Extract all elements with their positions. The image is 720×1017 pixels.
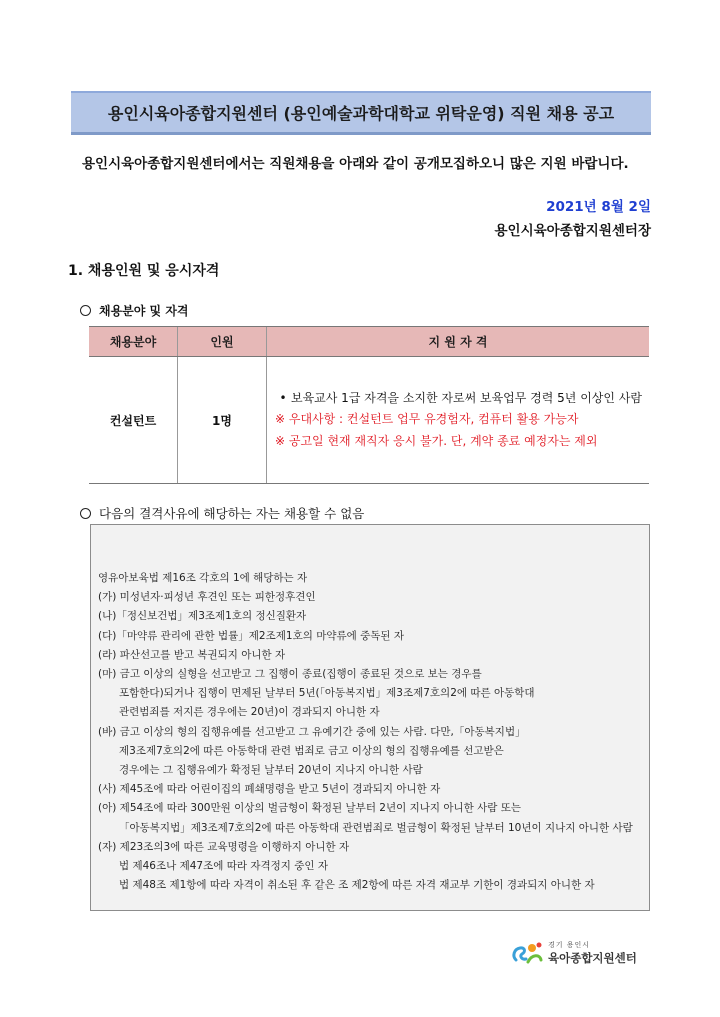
circle-bullet-icon [80, 305, 91, 316]
cell-count: 1명 [178, 357, 267, 484]
list-item: (다)「마약류 관리에 관한 법률」제2조제1호의 마약류에 중독된 자 [98, 629, 405, 642]
employee-note: ※ 공고일 현재 재직자 응시 불가. 단, 계약 종료 예정자는 제외 [275, 433, 598, 448]
list-item: 제3조제7호의2에 따른 아동학대 관련 범죄로 금고 이상의 형의 집행유예를 선고받은 [119, 744, 504, 757]
organization-name: 용인시육아종합지원센터장 [494, 223, 651, 239]
list-item: (바) 금고 이상의 형의 집행유예를 선고받고 그 유예기간 중에 있는 사람. 다만,「아동복지법」 [98, 725, 526, 738]
list-item: 「아동복지법」제3조제7호의2에 따른 아동학대 관련범죄로 벌금형이 확정된 날부터 10년이 지나지 아니한 사람 [119, 821, 633, 834]
list-item: (사) 제45조에 따라 어린이집의 폐쇄명령을 받고 5년이 경과되지 아니한 자 [98, 783, 441, 796]
qualification-text: 보육교사 1급 자격을 소지한 자로써 보육업무 경력 5년 이상인 사람 [291, 390, 642, 405]
recruitment-table [89, 326, 649, 484]
list-item: (나)「정신보건법」제3조제1호의 정신질환자 [98, 610, 307, 623]
intro-paragraph [68, 152, 652, 176]
list-item: (마) 금고 이상의 실형을 선고받고 그 집행이 종료(집행이 종료된 것으로 보는 경우를 [98, 668, 482, 681]
logo-mark-icon [510, 940, 544, 966]
title-bar [71, 91, 651, 135]
list-item: 경우에는 그 집행유예가 확정된 날부터 20년이 지나지 아니한 사람 [119, 764, 423, 777]
circle-bullet-icon [80, 508, 91, 519]
list-item: 관련범죄를 저지른 경우에는 20년)이 경과되지 아니한 자 [119, 706, 380, 719]
subsection-label: 채용분야 및 자격 [99, 304, 189, 318]
list-item: 법 제48조 제1항에 따라 자격이 취소된 후 같은 조 제2항에 따른 자격 재교부 기한이 경과되지 아니한 자 [119, 879, 595, 892]
subsection-heading-disqualification [80, 504, 364, 522]
header-count: 인원 [178, 327, 267, 357]
list-item: (가) 미성년자·피성년 후견인 또는 피한정후견인 [98, 591, 316, 604]
subsection-label: 다음의 결격사유에 해당하는 자는 채용할 수 없음 [99, 506, 365, 521]
list-item: (아) 제54조에 따라 300만원 이상의 벌금형이 확정된 날부터 2년이 지나지 아니한 사람 또는 [98, 802, 522, 815]
disqualification-box [90, 524, 650, 911]
dot-bullet-icon: • [279, 390, 287, 405]
qualification-item [275, 389, 645, 408]
list-item: (자) 제23조의3에 따른 교육명령을 이행하지 아니한 자 [98, 840, 350, 853]
cell-qualification [267, 357, 650, 484]
table-header-row [89, 327, 649, 357]
intro-text: 용인시육아종합지원센터에서는 직원채용을 아래와 같이 공개모집하오니 많은 지원 바랍니다. [82, 156, 629, 172]
cell-field: 컨설턴트 [89, 357, 178, 484]
logo-city-text: 경기 용인시 [548, 941, 591, 949]
preference-note: ※ 우대사항 : 컨설턴트 업무 유경험자, 컴퓨터 활용 가능자 [275, 411, 579, 426]
subsection-heading-qualification [80, 302, 189, 319]
list-item: (라) 파산선고를 받고 복권되지 아니한 자 [98, 648, 286, 661]
list-item: 영유아보육법 제16조 각호의 1에 해당하는 자 [98, 572, 308, 584]
section-heading-recruitment: 1. 채용인원 및 응시자격 [68, 263, 220, 279]
center-logo [510, 940, 650, 970]
list-item: 법 제46조나 제47조에 따라 자격정지 중인 자 [119, 860, 329, 873]
list-item: 포함한다)되거나 집행이 면제된 날부터 5년(「아동복지법」제3조제7호의2에 따른 아동학대 [119, 687, 535, 700]
header-qualification: 지 원 자 격 [267, 327, 650, 357]
logo-name-text: 육아종합지원센터 [548, 951, 637, 965]
table-row [89, 357, 649, 484]
page-title: 용인시육아종합지원센터 (용인예술과학대학교 위탁운영) 직원 채용 공고 [107, 104, 615, 123]
header-field: 채용분야 [89, 327, 178, 357]
announcement-date: 2021년 8월 2일 [546, 199, 651, 215]
